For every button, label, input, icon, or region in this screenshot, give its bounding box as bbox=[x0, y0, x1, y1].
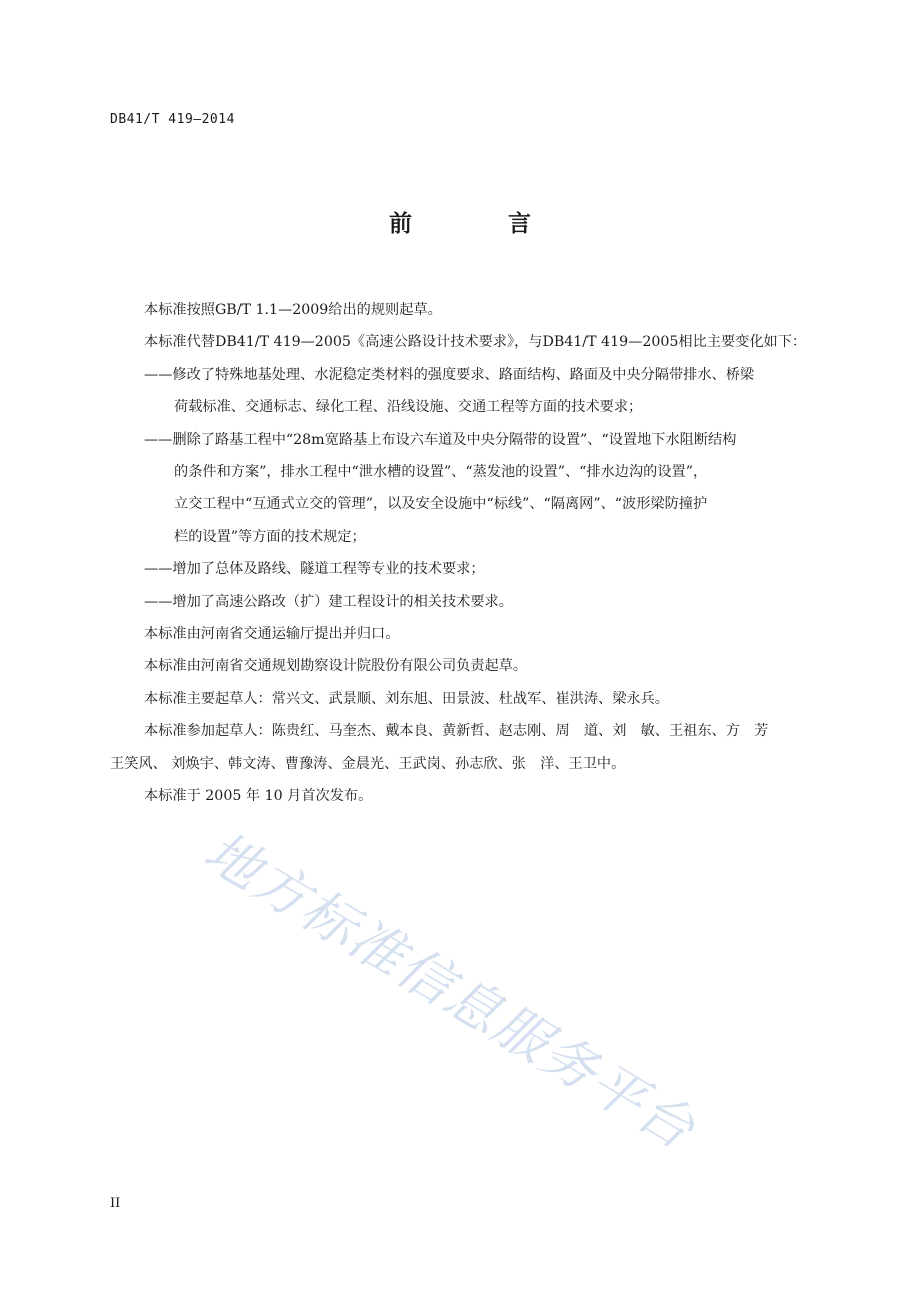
page-title: 前 言 bbox=[388, 211, 575, 237]
paragraph-participating-drafters-cont: 王笑风、 刘焕宇、韩文涛、曹豫涛、金晨光、王武岗、孙志欣、张 洋、王卫中。 bbox=[110, 755, 626, 772]
watermark-text: 地方标准信息服务平台 bbox=[193, 819, 707, 1162]
change-item-added-general bbox=[110, 553, 810, 585]
paragraph-main-drafters: 本标准主要起草人：常兴文、武景顺、刘东旭、田景波、杜战军、崔洪涛、梁永兵。 bbox=[144, 690, 669, 707]
change-item-line: 荷载标准、交通标志、绿化工程、沿线设施、交通工程等方面的技术要求； bbox=[174, 399, 643, 416]
paragraph-first-release: 本标准于 2005 年 10 月首次发布。 bbox=[144, 788, 373, 805]
page-number: II bbox=[110, 1196, 121, 1211]
paragraph-drafting-unit: 本标准由河南省交通规划勘察设计院股份有限公司负责起草。 bbox=[144, 658, 528, 675]
paragraph-participating-drafters: 本标准参加起草人：陈贵红、马奎杰、戴本良、黄新哲、赵志刚、周 道、刘 敏、王祖东、方 芳 bbox=[144, 723, 769, 740]
paragraph-drafting-rules: 本标准按照GB/T 1.1—2009给出的规则起草。 bbox=[144, 302, 442, 318]
change-item-line: ——增加了总体及路线、隧道工程等专业的技术要求； bbox=[144, 561, 485, 578]
document-code: DB41/T 419—2014 bbox=[110, 112, 235, 127]
change-item-line: ——修改了特殊地基处理、水泥稳定类材料的强度要求、路面结构、路面及中央分隔带排水、桥梁 bbox=[144, 366, 755, 383]
paragraph-replacement: 本标准代替DB41/T 419—2005《高速公路设计技术要求》，与DB41/T 419—2005相比主要变化如下： bbox=[144, 334, 807, 351]
foreword-body bbox=[110, 294, 810, 813]
change-item-modified bbox=[110, 359, 810, 424]
change-item-line: ——删除了路基工程中“28m宽路基上布设六车道及中央分隔带的设置”、“设置地下水阻断结构 bbox=[144, 431, 737, 448]
change-item-added-expansion bbox=[110, 586, 810, 618]
change-item-line: ——增加了高速公路改（扩）建工程设计的相关技术要求。 bbox=[144, 593, 513, 610]
change-item-line: 栏的设置”等方面的技术规定； bbox=[174, 528, 366, 545]
change-item-deleted bbox=[110, 424, 810, 554]
change-item-line: 的条件和方案”，排水工程中“泄水槽的设置”、“蒸发池的设置”、“排水边沟的设置”， bbox=[174, 464, 708, 481]
change-item-line: 立交工程中“互通式立交的管理”，以及安全设施中“标线”、“隔离网”、“波形梁防撞护 bbox=[174, 496, 708, 513]
paragraph-proposer: 本标准由河南省交通运输厅提出并归口。 bbox=[144, 626, 400, 643]
